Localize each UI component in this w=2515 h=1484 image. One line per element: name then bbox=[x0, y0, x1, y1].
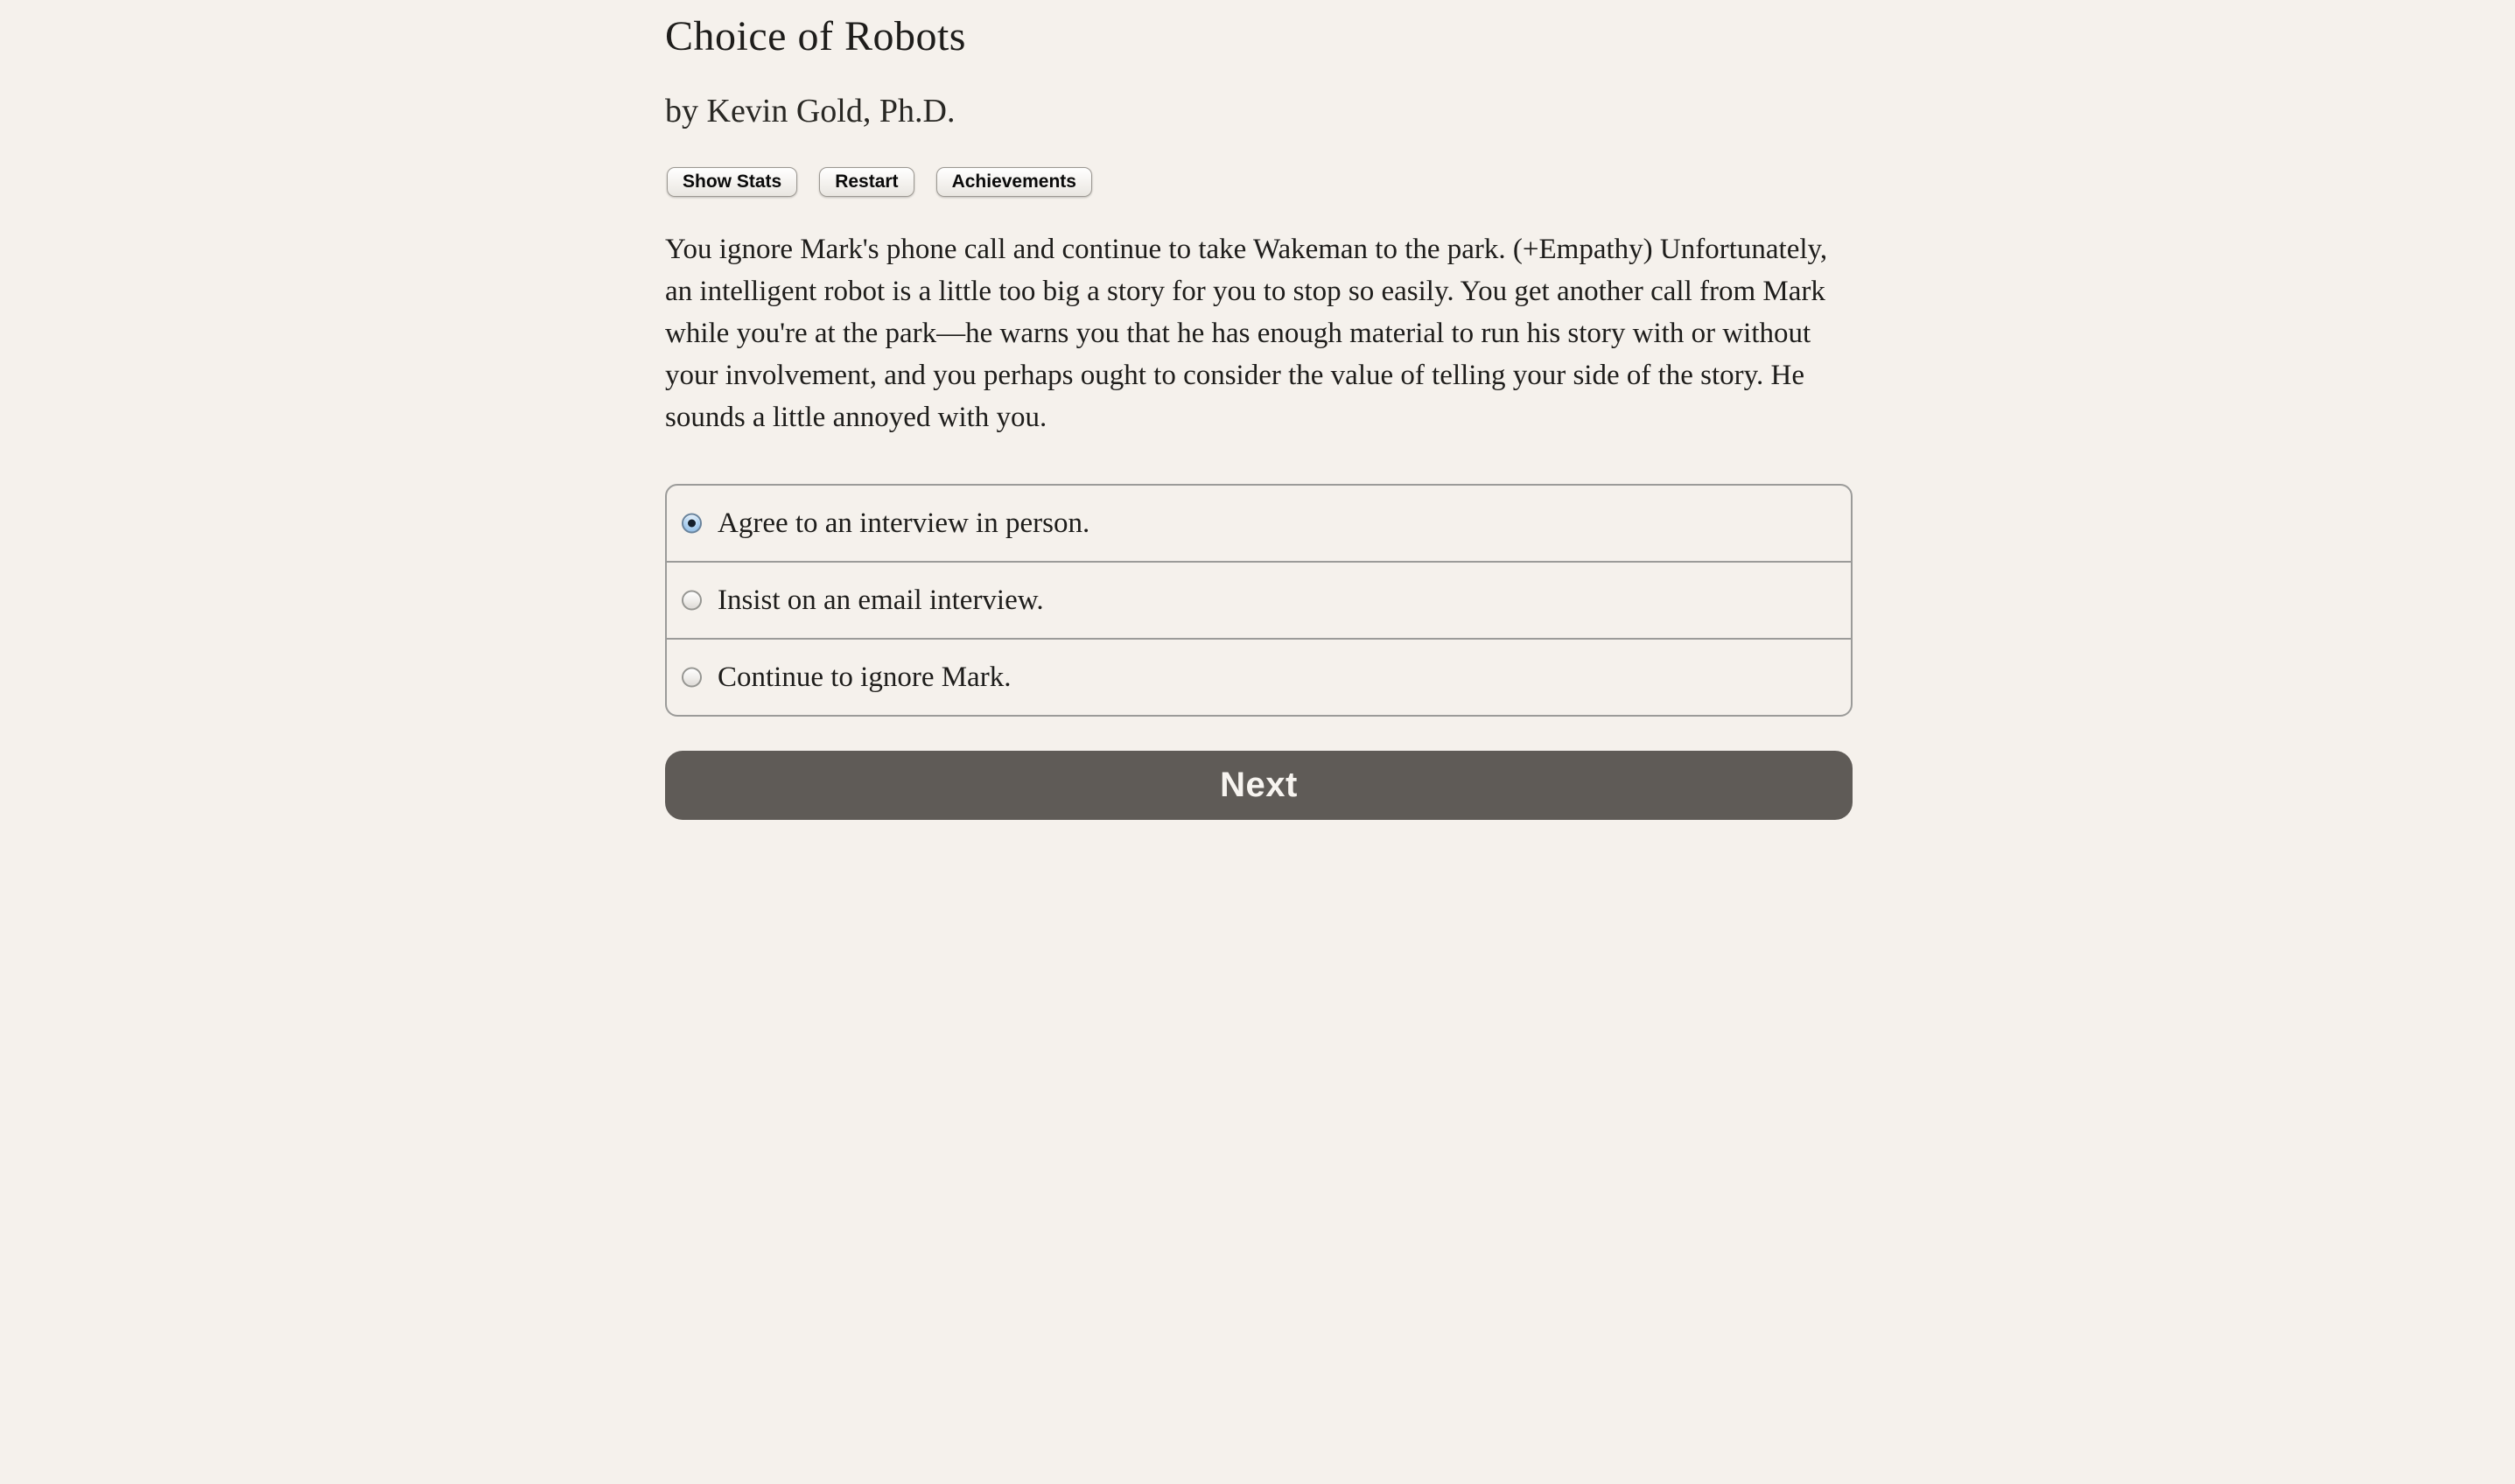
radio-button[interactable] bbox=[682, 668, 702, 688]
choice-option-ignore-mark[interactable] bbox=[667, 638, 1851, 715]
choice-option-interview-in-person[interactable] bbox=[667, 486, 1851, 561]
show-stats-button[interactable]: Show Stats bbox=[667, 167, 797, 197]
achievements-button[interactable]: Achievements bbox=[936, 167, 1092, 197]
choice-option-label: Insist on an email interview. bbox=[718, 584, 1044, 616]
choice-option-label: Continue to ignore Mark. bbox=[718, 662, 1012, 693]
author-byline: by Kevin Gold, Ph.D. bbox=[665, 93, 956, 130]
toolbar bbox=[667, 167, 1092, 197]
restart-button[interactable]: Restart bbox=[819, 167, 914, 197]
choice-option-label: Agree to an interview in person. bbox=[718, 508, 1090, 539]
game-title: Choice of Robots bbox=[665, 13, 966, 60]
choice-option-email-interview[interactable] bbox=[667, 561, 1851, 638]
radio-button[interactable] bbox=[682, 514, 702, 534]
story-text: You ignore Mark's phone call and continue to take Wakeman to the park. (+Empathy) Unfortunately, an intelligent robot is a little too big a story for you to stop so easily. You get another call from Mark while you're at the park—he warns you that he has enough material to run his story with or without your involvement, and you perhaps ought to consider the value of telling your side of the story. He sounds a little annoyed with you. bbox=[665, 234, 1828, 433]
next-button[interactable]: Next bbox=[665, 751, 1853, 820]
radio-button[interactable] bbox=[682, 591, 702, 611]
choice-group bbox=[665, 484, 1853, 717]
